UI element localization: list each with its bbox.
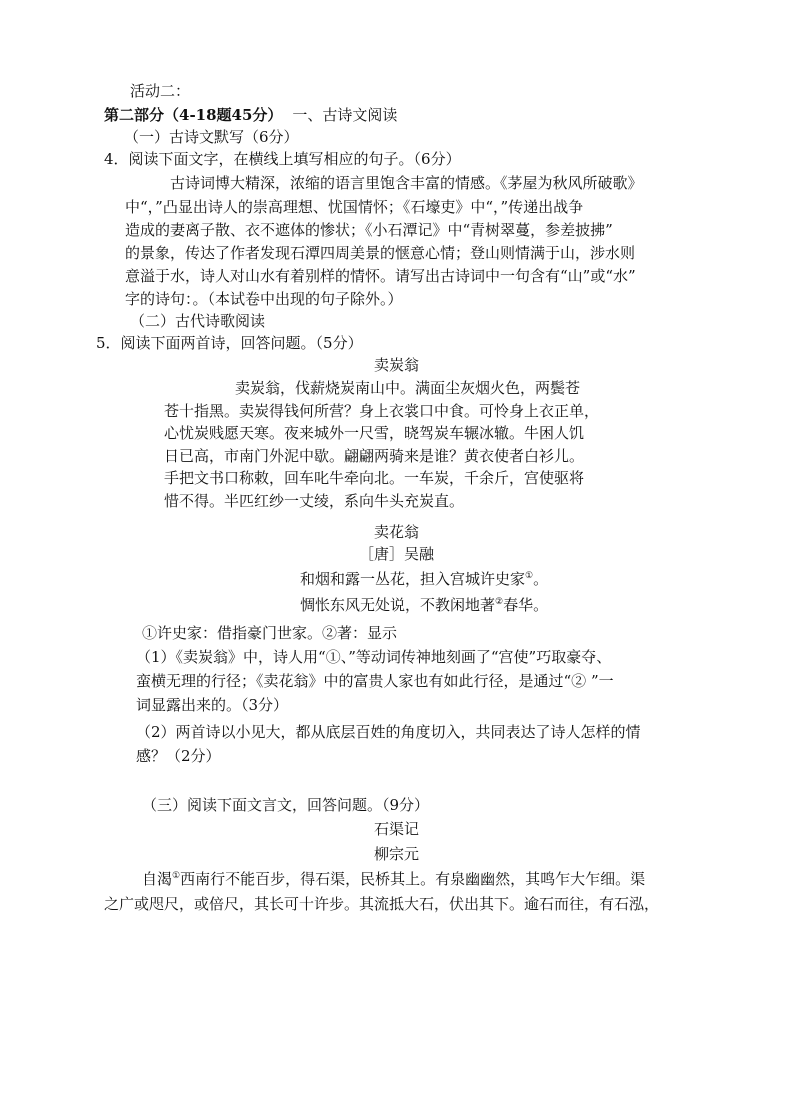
- question-5-2-line: （2）两首诗以小见大，都从底层百姓的角度切入，共同表达了诗人怎样的情: [136, 723, 641, 741]
- question-5-1-line: （1）《卖炭翁》中，诗人用“①、”等动词传神地刻画了“宫使”巧取豪夺、: [136, 648, 612, 666]
- poem1-line: 苍十指黑。卖炭得钱何所营？身上衣裳口中食。可怜身上衣正单，: [164, 402, 600, 420]
- poem2-line-1-end: 。: [533, 570, 549, 588]
- question-4-line: 字的诗句：。（本试卷中出现的句子除外。）: [125, 290, 403, 308]
- poem2-author: ［唐］吴融: [358, 545, 434, 563]
- poem2-line-2-end: 春华。: [503, 596, 549, 614]
- poem2-line-2: [300, 594, 548, 616]
- question-5-1-line: 词显露出来的。（3分）: [136, 696, 289, 714]
- poem2-line-2-text: 惆怅东风无处说，不教闲地著: [300, 596, 496, 614]
- question-4-line: 意溢于水，诗人对山水有着别样的情怀。请写出古诗词中一句含有“山”或“水”: [125, 267, 636, 285]
- question-4-line: 造成的妻离子散、衣不遮体的惨状；《小石潭记》中“青树翠蔓，参差披拂”: [125, 221, 613, 239]
- question-4-line: 的景象，传达了作者发现石潭四周美景的惬意心情；登山则情满于山，涉水则: [125, 244, 636, 262]
- question-5-stem: 5．阅读下面两首诗，回答问题。（5分）: [96, 334, 363, 352]
- part-heading: [104, 104, 397, 126]
- part-heading-bold: 第二部分（4-18题45分）: [104, 106, 283, 124]
- poem1-line: 惜不得。半匹红纱一丈绫，系向牛头充炭直。: [164, 492, 465, 510]
- prose-title: 石渠记: [373, 820, 419, 838]
- section-title-prose: （三）阅读下面文言文，回答问题。（9分）: [142, 796, 430, 814]
- prose-line-1: [142, 868, 645, 890]
- question-4-line: 古诗词博大精深，浓缩的语言里饱含丰富的情感。《茅屋为秋风所破歌》: [170, 174, 643, 192]
- section-title-poetry: （二）古代诗歌阅读: [130, 312, 266, 330]
- footnote-marker: ①: [525, 571, 534, 581]
- question-4-line: 中“，”凸显出诗人的崇高理想、忧国情怀；《石壕吏》中“，”传递出战争: [125, 198, 584, 216]
- footnote-marker: ②: [495, 597, 504, 607]
- prose-line-2: 之广或咫尺，或倍尺，其长可十许步。其流抵大石，伏出其下。逾石而往，有石泓，: [104, 895, 660, 913]
- question-5-1-line: 蛮横无理的行径；《卖花翁》中的富贵人家也有如此行径，是通过“② ”一: [136, 672, 614, 690]
- prose-line-1-start: 自渴: [142, 870, 173, 888]
- section-title-dictation: （一）古诗文默写（6分）: [124, 128, 299, 146]
- prose-author: 柳宗元: [373, 845, 419, 863]
- question-4-stem: 4．阅读下面文字，在横线上填写相应的句子。（6分）: [104, 150, 461, 168]
- poem2-line-1-text: 和烟和露一丛花，担入宫城许史家: [300, 570, 526, 588]
- activity-label: 活动二：: [130, 82, 191, 100]
- poem1-line: 心忧炭贱愿天寒。夜来城外一尺雪，晓驾炭车辗冰辙。牛困人饥: [164, 424, 585, 442]
- prose-line-1-text: 西南行不能百步，得石渠，民桥其上。有泉幽幽然，其鸣乍大乍细。渠: [180, 870, 646, 888]
- poem2-notes: ①许史家：借指豪门世家。②著：显示: [142, 624, 398, 642]
- question-5-2-line: 感？（2分）: [136, 747, 221, 765]
- poem1-line: 日已高，市南门外泥中歇。翩翩两骑来是谁？黄衣使者白衫儿。: [164, 447, 585, 465]
- poem1-title: 卖炭翁: [373, 356, 419, 374]
- part-heading-rest: 一、古诗文阅读: [292, 106, 398, 124]
- poem1-line: 卖炭翁，伐薪烧炭南山中。满面尘灰烟火色，两鬓苍: [235, 379, 581, 397]
- footnote-marker: ①: [172, 871, 181, 881]
- poem1-line: 手把文书口称敕，回车叱牛牵向北。一车炭，千余斤，宫使驱将: [164, 469, 585, 487]
- poem2-title: 卖花翁: [373, 523, 419, 541]
- poem2-line-1: [300, 568, 548, 590]
